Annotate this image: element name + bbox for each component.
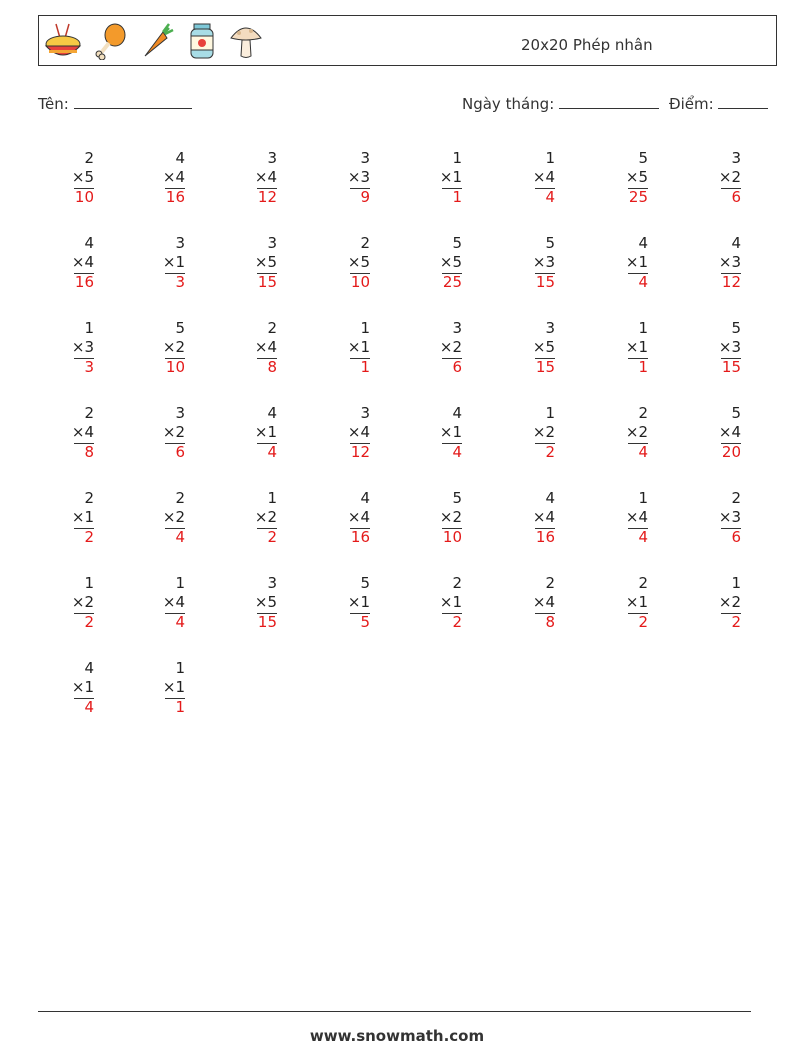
answer: 6 — [452, 358, 462, 376]
problem-6 — [495, 149, 555, 213]
answer: 10 — [165, 358, 185, 376]
multiplicand: 1 — [545, 149, 555, 167]
answer: 8 — [84, 443, 94, 461]
rice-bowl-icon — [43, 22, 83, 60]
multiplicand: 4 — [175, 149, 185, 167]
multiplicand: 1 — [267, 489, 277, 507]
multiplier: ×1 — [625, 593, 648, 611]
problem-44 — [310, 574, 370, 638]
multiplicand: 1 — [638, 489, 648, 507]
answer: 15 — [721, 358, 741, 376]
answer: 15 — [257, 273, 277, 291]
problem-22 — [495, 319, 555, 383]
score-label: Điểm: — [669, 95, 714, 113]
multiplicand: 3 — [267, 149, 277, 167]
problem-8 — [681, 149, 741, 213]
problem-20 — [310, 319, 370, 383]
mushroom-icon — [229, 22, 263, 60]
multiplicand: 4 — [731, 234, 741, 252]
multiplicand: 3 — [175, 234, 185, 252]
answer: 6 — [731, 188, 741, 206]
multiplicand: 1 — [360, 319, 370, 337]
answer: 1 — [452, 188, 462, 206]
multiplier: ×4 — [71, 423, 94, 441]
multiplier: ×5 — [532, 338, 555, 356]
multiplicand: 3 — [360, 149, 370, 167]
problem-39 — [588, 489, 648, 553]
multiplier: ×2 — [162, 508, 185, 526]
problem-43 — [217, 574, 277, 638]
multiplier: ×4 — [162, 168, 185, 186]
multiplier: ×4 — [625, 508, 648, 526]
multiplier: ×4 — [532, 168, 555, 186]
answer: 15 — [257, 613, 277, 631]
multiplier: ×5 — [254, 593, 277, 611]
problem-14 — [495, 234, 555, 298]
multiplicand: 2 — [638, 404, 648, 422]
multiplier: ×5 — [439, 253, 462, 271]
multiplier: ×1 — [439, 593, 462, 611]
answer: 4 — [638, 273, 648, 291]
problem-37 — [402, 489, 462, 553]
multiplicand: 1 — [175, 574, 185, 592]
multiplier: ×1 — [625, 253, 648, 271]
multiplier: ×3 — [71, 338, 94, 356]
multiplicand: 2 — [175, 489, 185, 507]
multiplier: ×2 — [254, 508, 277, 526]
answer: 16 — [535, 528, 555, 546]
multiplicand: 5 — [452, 489, 462, 507]
multiplicand: 1 — [452, 149, 462, 167]
answer: 3 — [175, 273, 185, 291]
multiplier: ×1 — [347, 338, 370, 356]
multiplicand: 4 — [452, 404, 462, 422]
multiplier: ×5 — [347, 253, 370, 271]
multiplier: ×4 — [162, 593, 185, 611]
problem-19 — [217, 319, 277, 383]
answer: 4 — [638, 528, 648, 546]
problem-31 — [588, 404, 648, 468]
answer: 16 — [350, 528, 370, 546]
multiplier: ×4 — [254, 338, 277, 356]
chicken-leg-icon — [93, 22, 129, 60]
problem-40 — [681, 489, 741, 553]
multiplicand: 2 — [452, 574, 462, 592]
footer-divider — [38, 1011, 751, 1012]
multiplier: ×2 — [439, 338, 462, 356]
problem-30 — [495, 404, 555, 468]
multiplier: ×2 — [439, 508, 462, 526]
answer: 16 — [74, 273, 94, 291]
answer: 15 — [535, 358, 555, 376]
multiplicand: 1 — [545, 404, 555, 422]
multiplicand: 5 — [360, 574, 370, 592]
problem-17 — [34, 319, 94, 383]
problem-5 — [402, 149, 462, 213]
problem-24 — [681, 319, 741, 383]
answer: 10 — [74, 188, 94, 206]
answer: 4 — [175, 613, 185, 631]
score-blank[interactable] — [718, 94, 768, 109]
problem-45 — [402, 574, 462, 638]
answer: 3 — [84, 358, 94, 376]
multiplicand: 5 — [731, 404, 741, 422]
multiplicand: 2 — [360, 234, 370, 252]
multiplier: ×2 — [625, 423, 648, 441]
multiplicand: 4 — [267, 404, 277, 422]
multiplier: ×5 — [625, 168, 648, 186]
problem-46 — [495, 574, 555, 638]
problem-25 — [34, 404, 94, 468]
problem-9 — [34, 234, 94, 298]
name-label: Tên: — [38, 95, 69, 113]
answer: 5 — [360, 613, 370, 631]
multiplier: ×2 — [718, 168, 741, 186]
answer: 2 — [84, 613, 94, 631]
problem-28 — [310, 404, 370, 468]
multiplier: ×4 — [347, 423, 370, 441]
problem-36 — [310, 489, 370, 553]
problem-33 — [34, 489, 94, 553]
problem-1 — [34, 149, 94, 213]
multiplicand: 1 — [175, 659, 185, 677]
multiplier: ×3 — [347, 168, 370, 186]
multiplier: ×4 — [254, 168, 277, 186]
carrot-icon — [139, 22, 175, 60]
answer: 10 — [442, 528, 462, 546]
answer: 4 — [638, 443, 648, 461]
multiplicand: 4 — [84, 659, 94, 677]
problem-35 — [217, 489, 277, 553]
multiplicand: 3 — [267, 574, 277, 592]
problem-7 — [588, 149, 648, 213]
problem-29 — [402, 404, 462, 468]
multiplier: ×4 — [347, 508, 370, 526]
multiplicand: 3 — [175, 404, 185, 422]
multiplier: ×3 — [718, 508, 741, 526]
answer: 1 — [175, 698, 185, 716]
problem-12 — [310, 234, 370, 298]
multiplicand: 1 — [731, 574, 741, 592]
multiplier: ×3 — [532, 253, 555, 271]
answer: 1 — [638, 358, 648, 376]
answer: 4 — [452, 443, 462, 461]
date-field[interactable] — [462, 94, 659, 113]
problem-15 — [588, 234, 648, 298]
multiplicand: 3 — [267, 234, 277, 252]
date-blank[interactable] — [559, 94, 659, 109]
multiplicand: 3 — [731, 149, 741, 167]
problem-27 — [217, 404, 277, 468]
answer: 9 — [360, 188, 370, 206]
multiplier: ×4 — [532, 593, 555, 611]
multiplier: ×5 — [254, 253, 277, 271]
multiplicand: 5 — [638, 149, 648, 167]
multiplicand: 5 — [175, 319, 185, 337]
multiplicand: 2 — [84, 404, 94, 422]
answer: 10 — [350, 273, 370, 291]
multiplier: ×4 — [718, 423, 741, 441]
answer: 12 — [257, 188, 277, 206]
answer: 6 — [175, 443, 185, 461]
multiplicand: 2 — [267, 319, 277, 337]
multiplicand: 3 — [452, 319, 462, 337]
multiplicand: 2 — [638, 574, 648, 592]
multiplicand: 3 — [545, 319, 555, 337]
problem-4 — [310, 149, 370, 213]
answer: 4 — [175, 528, 185, 546]
multiplicand: 1 — [84, 319, 94, 337]
multiplicand: 4 — [638, 234, 648, 252]
answer: 2 — [452, 613, 462, 631]
problem-18 — [125, 319, 185, 383]
multiplicand: 1 — [638, 319, 648, 337]
problem-41 — [34, 574, 94, 638]
multiplier: ×1 — [625, 338, 648, 356]
date-label: Ngày tháng: — [462, 95, 555, 113]
multiplicand: 5 — [452, 234, 462, 252]
multiplier: ×1 — [254, 423, 277, 441]
answer: 8 — [545, 613, 555, 631]
problem-48 — [681, 574, 741, 638]
multiplier: ×1 — [71, 508, 94, 526]
problem-10 — [125, 234, 185, 298]
answer: 2 — [84, 528, 94, 546]
multiplicand: 5 — [545, 234, 555, 252]
multiplicand: 2 — [84, 149, 94, 167]
multiplicand: 3 — [360, 404, 370, 422]
problem-34 — [125, 489, 185, 553]
answer: 12 — [350, 443, 370, 461]
problem-13 — [402, 234, 462, 298]
worksheet-header — [38, 15, 777, 66]
answer: 2 — [267, 528, 277, 546]
multiplier: ×2 — [532, 423, 555, 441]
multiplicand: 2 — [545, 574, 555, 592]
multiplier: ×2 — [718, 593, 741, 611]
problem-42 — [125, 574, 185, 638]
multiplicand: 4 — [545, 489, 555, 507]
name-field[interactable] — [38, 94, 192, 113]
worksheet-title: 20x20 Phép nhân — [521, 36, 653, 54]
answer: 6 — [731, 528, 741, 546]
problem-49 — [34, 659, 94, 723]
multiplicand: 5 — [731, 319, 741, 337]
jam-jar-icon — [185, 22, 219, 60]
problem-50 — [125, 659, 185, 723]
problem-16 — [681, 234, 741, 298]
name-blank[interactable] — [74, 94, 192, 109]
answer: 1 — [360, 358, 370, 376]
multiplicand: 4 — [360, 489, 370, 507]
multiplier: ×2 — [162, 423, 185, 441]
problem-47 — [588, 574, 648, 638]
multiplier: ×2 — [162, 338, 185, 356]
problem-32 — [681, 404, 741, 468]
problem-2 — [125, 149, 185, 213]
multiplicand: 1 — [84, 574, 94, 592]
answer: 15 — [535, 273, 555, 291]
multiplier: ×1 — [162, 678, 185, 696]
problem-23 — [588, 319, 648, 383]
problem-11 — [217, 234, 277, 298]
problem-26 — [125, 404, 185, 468]
multiplicand: 4 — [84, 234, 94, 252]
answer: 8 — [267, 358, 277, 376]
answer: 25 — [442, 273, 462, 291]
answer: 12 — [721, 273, 741, 291]
answer: 2 — [638, 613, 648, 631]
problem-38 — [495, 489, 555, 553]
multiplier: ×1 — [439, 423, 462, 441]
multiplier: ×5 — [71, 168, 94, 186]
multiplier: ×1 — [162, 253, 185, 271]
problem-21 — [402, 319, 462, 383]
multiplicand: 2 — [731, 489, 741, 507]
multiplier: ×3 — [718, 253, 741, 271]
answer: 4 — [84, 698, 94, 716]
multiplier: ×2 — [71, 593, 94, 611]
multiplier: ×1 — [71, 678, 94, 696]
multiplier: ×1 — [347, 593, 370, 611]
answer: 20 — [721, 443, 741, 461]
multiplier: ×4 — [71, 253, 94, 271]
answer: 4 — [267, 443, 277, 461]
multiplier: ×3 — [718, 338, 741, 356]
score-field[interactable] — [669, 94, 768, 113]
answer: 16 — [165, 188, 185, 206]
answer: 25 — [628, 188, 648, 206]
multiplier: ×1 — [439, 168, 462, 186]
answer: 4 — [545, 188, 555, 206]
answer: 2 — [731, 613, 741, 631]
multiplier: ×4 — [532, 508, 555, 526]
multiplicand: 2 — [84, 489, 94, 507]
answer: 2 — [545, 443, 555, 461]
problem-3 — [217, 149, 277, 213]
footer-site: www.snowmath.com — [309, 1027, 485, 1045]
